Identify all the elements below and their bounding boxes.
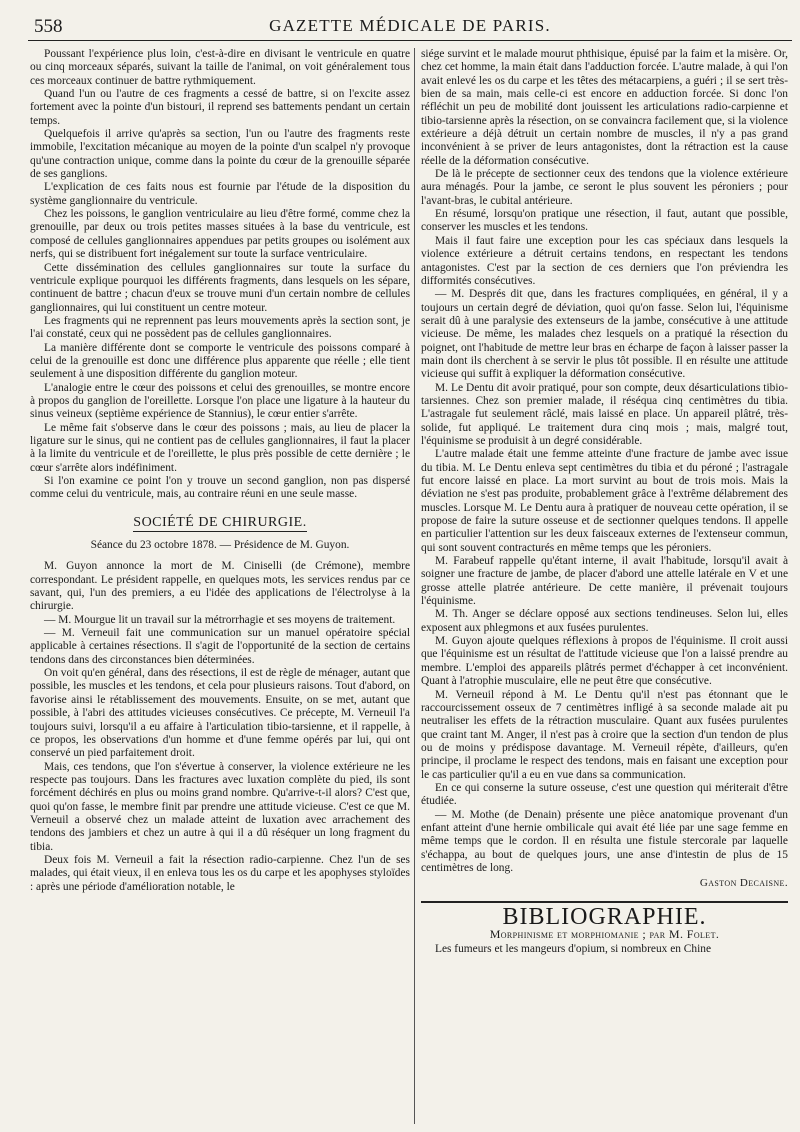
- paragraph: M. Verneuil répond à M. Le Dentu qu'il n'est pas étonnant que le raccourcissement osseux de 7 centimètres infligé à sa seconde malade ait pu neutraliser les effets de la rétraction musculaire. Quant aux fusées purulentes que craint tant M. Anger, il n'est pas à croire que la section d'un tendon de plus ou de moins y prédispose davantage. M. Verneuil répète, d'ailleurs, qu'en principe, il proclame le respect des tendons, mais en faisant une exception pour le cas particulier qu'il a eu en vue dans sa communication.: [421, 688, 788, 781]
- section-heading: [30, 516, 410, 529]
- page-header: [28, 14, 792, 41]
- paragraph: M. Le Dentu dit avoir pratiqué, pour son compte, deux désarticulations tibio-tarsiennes. Chez son premier malade, il réséqua cinq centimètres du tibia. L'astragale fut seulement râclé, mais laissé en place. Un appareil plâtré, très-solide, fut appliqué. Le traitement dura cinq mois ; mais, malgré tout, l'équinisme se produisit à un degré considérable.: [421, 381, 788, 447]
- paragraph: M. Th. Anger se déclare opposé aux sections tendineuses. Selon lui, elles exposent aux phlegmons et aux fusées purulentes.: [421, 608, 788, 634]
- section-divider: [421, 901, 788, 903]
- paragraph: On voit qu'en général, dans des résections, il est de règle de ménager, autant que possible, les muscles et les tendons, et cela pour plusieurs raisons. Tout d'abord, on favorise ainsi le rétablissement des mouvements. Ensuite, on se met, autant que possible, à l'abri des attitudes vicieuses consécutives. Ce précepte, M. Verneuil l'a toujours suivi, lorsqu'il a eu affaire à l'articulation tibio-tarsienne, et il rappelle, à ce propos, les observations d'un homme et d'une femme opérés par lui, qui ont conservé un pied parfaitement droit.: [30, 667, 410, 760]
- paragraph: Cette dissémination des cellules ganglionnaires sur toute la surface du ventricule explique pourquoi les différents fragments, dans lesquels on les sépare, continuent de battre ; chacun d'eux se trouve muni d'un certain nombre de cellules ganglionnaires, qui lui constituent un centre moteur.: [30, 261, 410, 314]
- paragraph: De là le précepte de sectionner ceux des tendons que la violence extérieure aura ménagés. Pour la jambe, ce seront le plus souvent les péroniers ; pour l'avant-bras, le cubital antérieure.: [421, 168, 788, 207]
- left-column: [30, 48, 410, 1126]
- column-divider: [414, 48, 415, 1124]
- paragraph: Les fragments qui ne reprennent pas leurs mouvements après la section sont, je l'ai constaté, ceux qui ne possèdent pas de cellules ganglionnaires.: [30, 314, 410, 341]
- paragraph: Le même fait s'observe dans le cœur des poissons ; mais, au lieu de placer la ligature sur le sinus, qui ne contient pas de cellules ganglionnaires, il faut la placer à la limite du ventricule et de l'oreillette, le plus près possible de cette dernière ; le cœur s'arrête alors indéfiniment.: [30, 421, 410, 474]
- paragraph: En ce qui conserne la suture osseuse, c'est une question qui mériterait d'être étudiée.: [421, 781, 788, 808]
- paragraph: Si l'on examine ce point l'on y trouve un second ganglion, non pas dispersé comme celui du ventricule, mais, au contraire réuni en une seule masse.: [30, 475, 410, 501]
- paragraph: Quand l'un ou l'autre de ces fragments a cessé de battre, si on l'excite assez fortement avec la pointe d'un bistouri, il reprend ses battements pendant un certain temps.: [30, 88, 410, 127]
- journal-title: GAZETTE MÉDICALE DE PARIS.: [269, 16, 551, 35]
- paragraph: — M. Mourgue lit un travail sur la métrorrhagie et ses moyens de traitement.: [44, 613, 396, 626]
- paragraph: Les fumeurs et les mangeurs d'opium, si nombreux en Chine: [435, 943, 712, 956]
- paragraph: Deux fois M. Verneuil a fait la résection radio-carpienne. Chez l'un de ses malades, qui était vieux, il en enleva tous les os du carpe et les apophyses styloïdes : après une période d'amélioration notable, le: [30, 853, 410, 893]
- paragraph: siége survint et le malade mourut phthisique, épuisé par la faim et la misère. Or, chez cet homme, la main était dans l'adduction forcée. L'autre malade, à qui l'on avait enlevé les os du carpe et les têtes des métacarpiens, a guéri ; il se sert très-bien de sa main, mais celle-ci est encore en adduction forcée. Si donc l'on réfléchit un peu de mobilité dont jouissent les articulations radio-carpienne et tibio-tarsienne après la résection, on se convaincra facilement que, si la violence extérieure a déjà détruit un certain nombre de muscles, il n'y a pas grand inconvénient à se priver de leurs antagonistes, dont la rétraction est la cause réelle de la déformation consécutive.: [421, 48, 788, 167]
- paragraph: M. Guyon annonce la mort de M. Ciniselli (de Crémone), membre correspondant. Le président rappelle, en quelques mots, les services rendus par ce savant, qui, l'un des premiers, a eu l'idée des applications de l'électrolyse à la chirurgie.: [30, 560, 410, 613]
- paragraph: — M. Mothe (de Denain) présente une pièce anatomique provenant d'un enfant atteint d'une hernie ombilicale qui avait été liée par une sage femme en même temps que le cordon. Il en résulta une fistule stercorale par laquelle s'échappa, au bout de quelques jours, une anse d'intestin de plus de 15 centimètres de long.: [421, 808, 788, 874]
- paragraph: En résumé, lorsqu'on pratique une résection, il faut, autant que possible, conserver les muscles et les tendons.: [421, 208, 788, 234]
- paragraph: L'analogie entre le cœur des poissons et celui des grenouilles, se montre encore à propos du ganglion de l'oreillette. Lorsque l'on place une ligature à la hauteur du sinus veineux (septième expérience de Stannius), le cœur entier s'arrête.: [30, 381, 410, 421]
- paragraph: L'explication de ces faits nous est fournie par l'étude de la disposition du système ganglionnaire du ventricule.: [30, 181, 410, 207]
- bibliography-heading: BIBLIOGRAPHIE.: [502, 903, 707, 930]
- paragraph: L'autre malade était une femme atteinte d'une fracture de jambe avec issue du tibia. M. Le Dentu enleva sept centimètres du tibia et du péroné ; l'astragale fut encore laissé en place. La mort survint au bout de trois mois. Mais la déviation ne s'est pas produite, probablement grâce à l'extrême délabrement des muscles. Lorsque M. Le Dentu aura à pratiquer de nouveau cette opération, il se propose de faire la suture osseuse et de sectionner quelques tendons. Il appelle en particulier l'attention sur les deux faisceaux externes de l'extenseur commun, qui sont souvent contracturés en même temps que les péroniers.: [421, 448, 788, 554]
- paragraph: Quelquefois il arrive qu'après sa section, l'un ou l'autre des fragments reste immobile, l'excitation mécanique au moyen de la pointe d'un scalpel n'y provoque qu'une contraction unique, comme dans la pointe du cœur de la grenouille séparée de ses ganglions.: [30, 128, 410, 181]
- paragraph: — M. Verneuil fait une communication sur un manuel opératoire spécial applicable à certaines résections. Il s'agit de l'opportunité de la section de certains tendons dans des circonstances bien déterminées.: [30, 627, 410, 666]
- paragraph: Poussant l'expérience plus loin, c'est-à-dire en divisant le ventricule en quatre ou cinq morceaux séparés, suivant la taille de l'animal, on voit généralement tous ces morceaux continuer de battre rythmiquement.: [30, 48, 410, 87]
- bibliography-subtitle: Morphinisme et morphiomanie ; par M. Folet.: [489, 927, 720, 941]
- paragraph: Chez les poissons, le ganglion ventriculaire au lieu d'être formé, comme chez la grenouille, par deux ou trois petites masses situées à la base du ventricule, est composé de cellules ganglionnaires appendues par petits groupes ou isolément aux nerfs, qui se distribuent fort inégalement sur toute la surface ventriculaire.: [30, 208, 410, 261]
- paragraph: — M. Després dit que, dans les fractures compliquées, en général, il y a toujours un certain degré de déviation, quoi qu'on fasse. Selon lui, l'équinisme serait dû à une paralysie des extenseurs de la jambe, consécutive à une attitude vicieuse. De même, les malades chez lesquels on a pratiqué la résection du poignet, ont l'habitude de mettre leur bras en écharpe de façon à laisser passer la main dont ils cherchent à se servir le plus tôt possible. Il en résulte une attitude vicieuse qui suffit à expliquer la déformation consécutive.: [421, 288, 788, 381]
- section-title: SOCIÉTÉ DE CHIRURGIE.: [133, 514, 307, 530]
- right-column: [421, 48, 788, 1126]
- page-number: 558: [34, 16, 63, 37]
- paragraph: Mais, ces tendons, que l'on s'évertue à conserver, la violence extérieure ne les respecte pas toujours. Dans les fractures avec luxation complète du pied, ils sont forcément déchirés en plus ou moins grand nombre. Qu'arrive-t-il alors? C'est que, quoi qu'on fasse, le membre finit par prendre une attitude vicieuse. C'est ce que M. Verneuil a observé chez un malade atteint de luxation avec arrachement des tendons des jambiers et chez un autre à qui il a dû réséquer un long fragment du tibia.: [30, 760, 410, 853]
- session-line: Séance du 23 octobre 1878. — Présidence de M. Guyon.: [90, 539, 350, 552]
- paragraph: La manière différente dont se comporte le ventricule des poissons comparé à celui de la grenouille est donc une différence plus apparente que réelle ; elle tient seulement à une disposition différente du ganglion moteur.: [30, 341, 410, 381]
- paragraph: Mais il faut faire une exception pour les cas spéciaux dans lesquels la violence extérieure a détruit certains tendons, en respectant les tendons antagonistes. C'est par la section de ces derniers que l'on préviendra les difformités consécutives.: [421, 234, 788, 287]
- author-signature: Gaston Decaisne.: [699, 877, 788, 890]
- paragraph: M. Farabeuf rappelle qu'étant interne, il avait l'habitude, lorsqu'il avait à soigner une fracture de jambe, de placer d'abord une attelle latérale en V et une grosse attelle platrée antérieure. De cette manière, il prévenait toujours l'équinisme.: [421, 555, 788, 608]
- paragraph: M. Guyon ajoute quelques réflexions à propos de l'équinisme. Il croit aussi que l'équinisme est un résultat de l'attitude vicieuse que l'on a laissé prendre au membre. L'emploi des appareils plâtrés permet d'échapper à cet inconvénient. Quant à l'atrophie musculaire, elle ne peut être que consécutive.: [421, 635, 788, 688]
